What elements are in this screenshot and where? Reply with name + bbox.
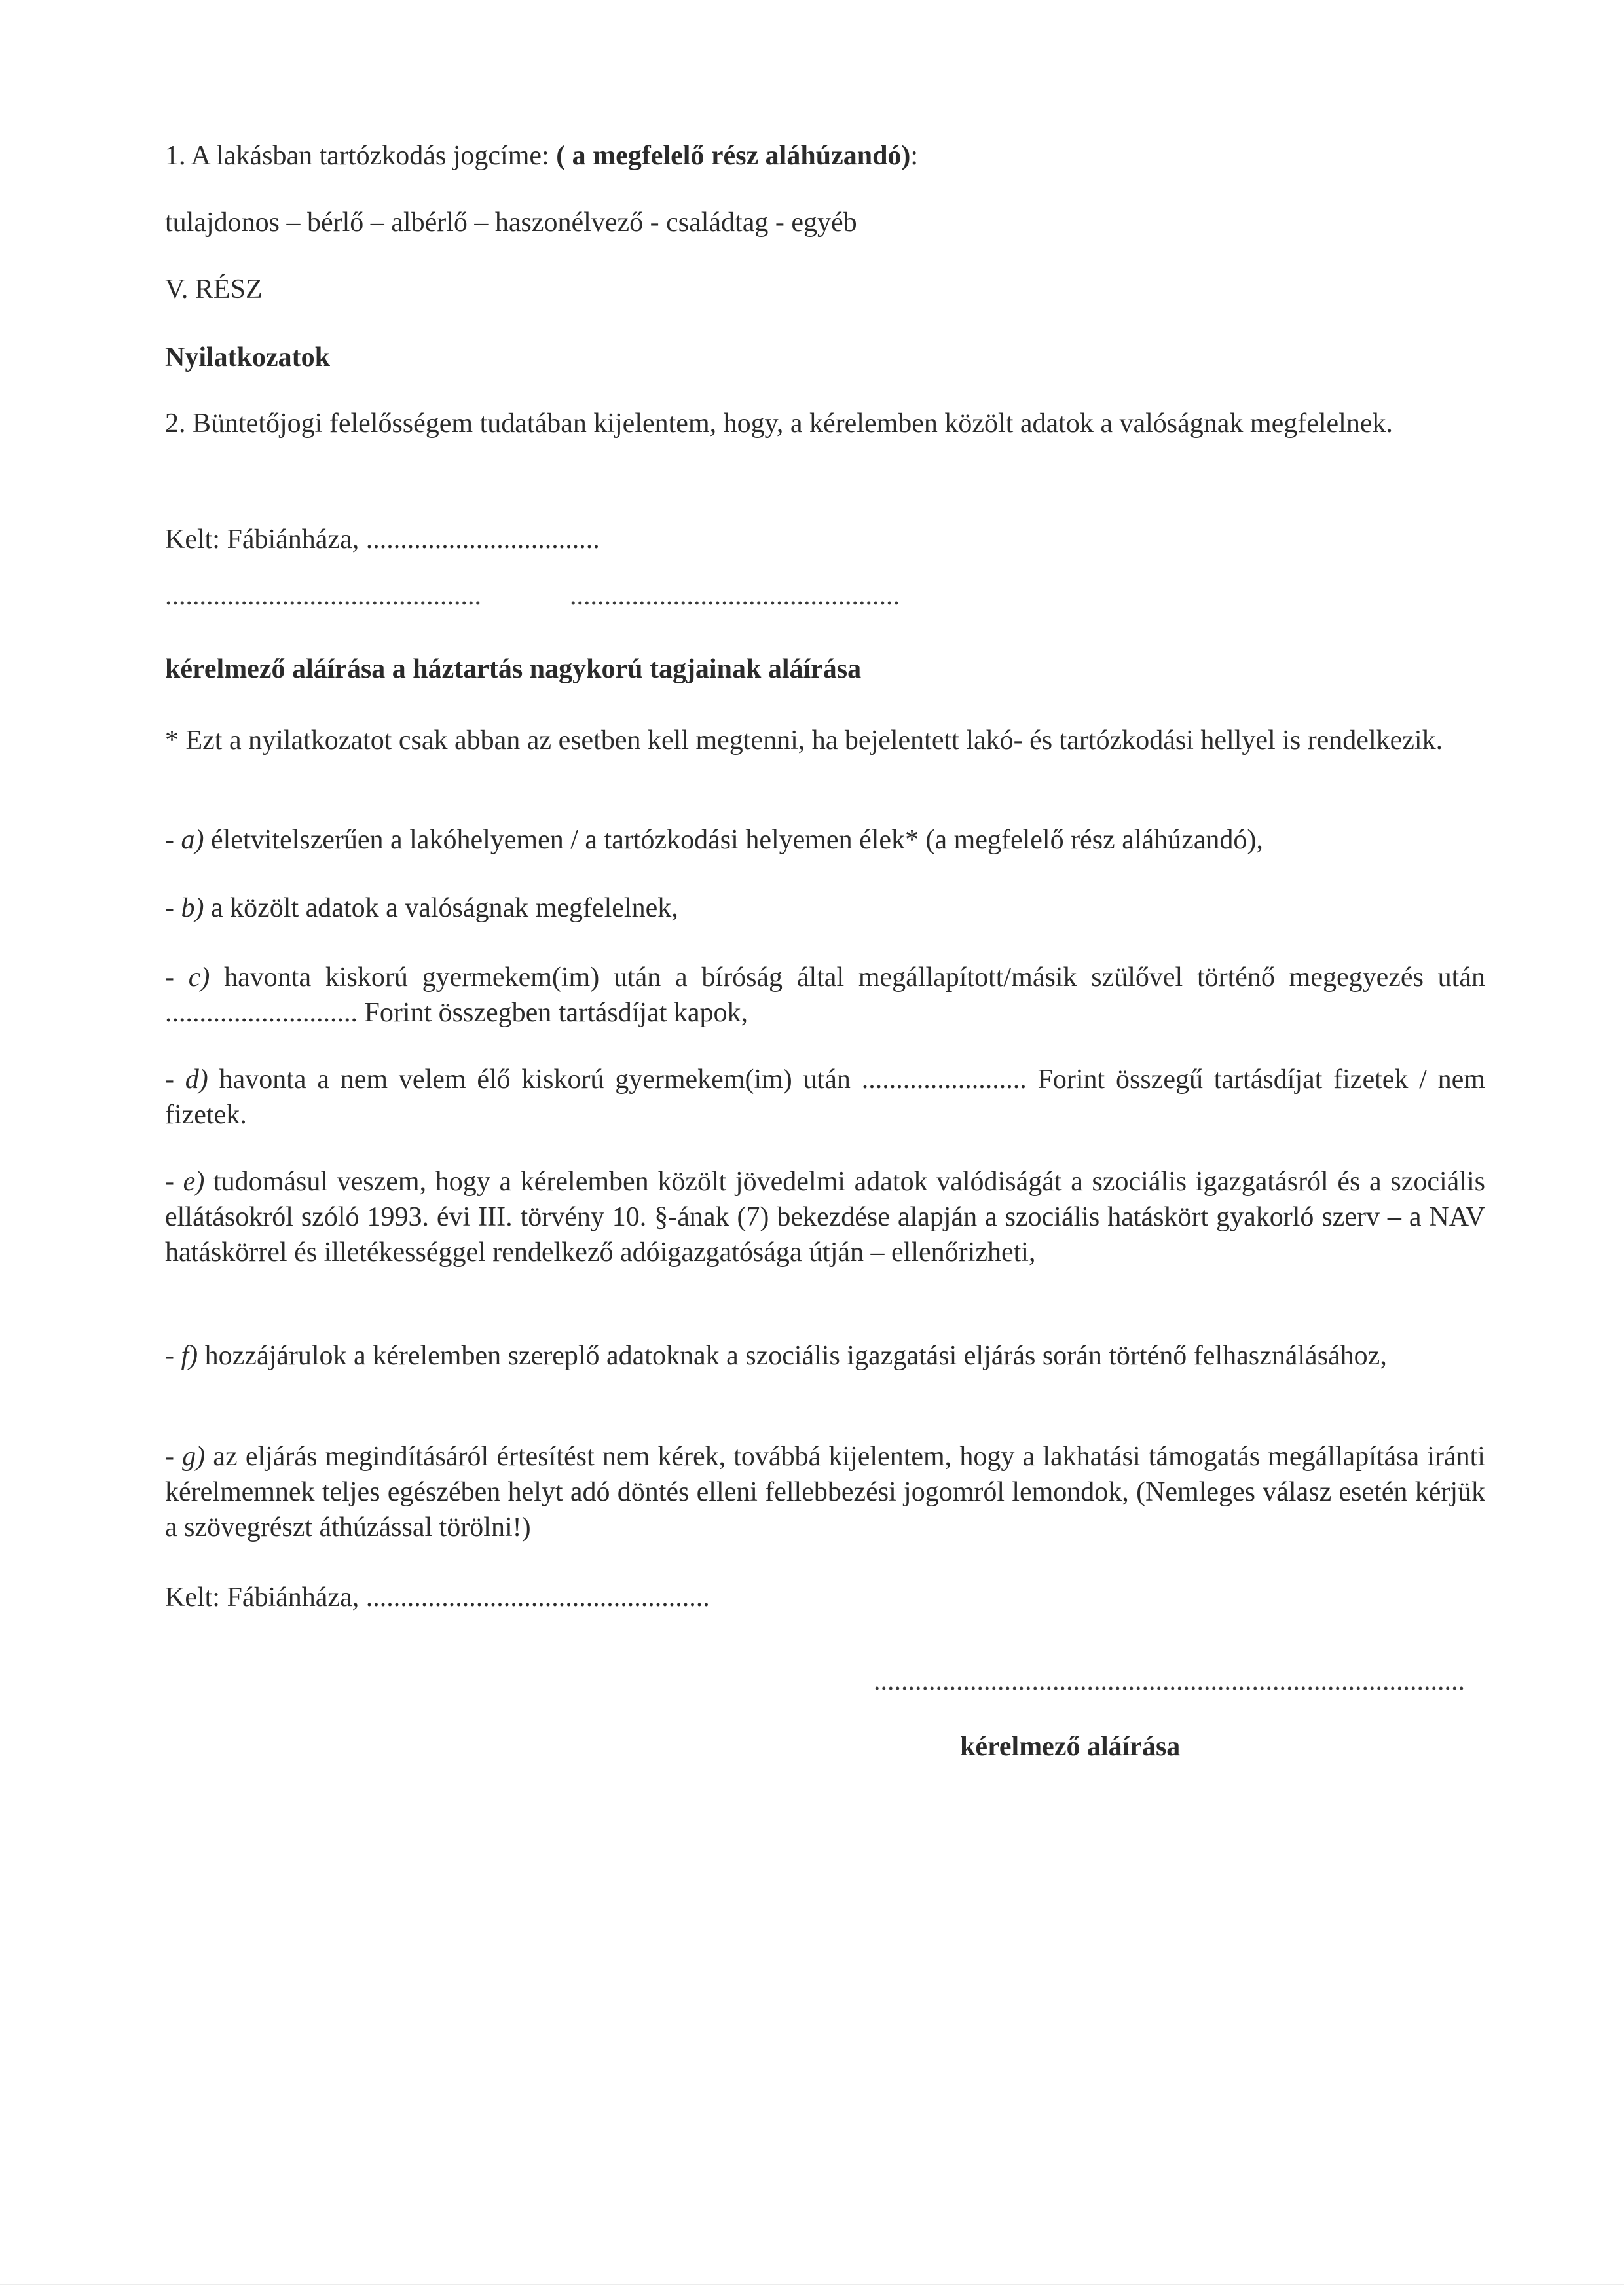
kelt-label-1: Kelt: Fábiánháza, <box>165 524 360 555</box>
item-1-bold: ( a megfelelő rész aláhúzandó) <box>556 141 911 171</box>
signature-labels: kérelmező aláírása a háztartás nagykorú tagjainak aláírása <box>165 654 862 684</box>
item-letter: f) <box>181 1341 198 1371</box>
household-members-signature-line[interactable]: ................................................ <box>570 583 900 609</box>
final-applicant-signature-line[interactable]: ...................................................................................... <box>874 1668 1465 1694</box>
item-e: - e) tudomásul veszem, hogy a kérelemben közölt jövedelmi adatok valódiságát a szociális igazgatásról és a szociális ellátásokról szóló 1993. évi III. törvény 10. §-ának (7) bekezdése alapján a szociális hatáskört gyakorló szerv – a NAV hatáskörrel és illetékességgel rendelkező adóigazgatósága útján – ellenőrizheti, <box>165 1167 1485 1267</box>
item-g: - g) az eljárás megindításáról értesítést nem kérek, továbbá kijelentem, hogy a lakhatási támogatás megállapítása iránti kérelmemnek teljes egészében helyt adó döntés elleni fellebbezési jogomról lemondok, (Nemleges válasz esetén kérjük a szövegrészt áthúzással törölni!) <box>165 1442 1485 1542</box>
legal-title-options: tulajdonos – bérlő – albérlő – haszonélvező - családtag - egyéb <box>165 208 857 238</box>
item-1-suffix: : <box>910 141 919 171</box>
item-c: - c) havonta kiskorú gyermekem(im) után a bíróság által megállapított/másik szülővel történő megegyezés után ............................ Forint összegben tartásdíjat kapok, <box>165 962 1485 1028</box>
kelt-label-2: Kelt: Fábiánháza, <box>165 1582 360 1613</box>
item-letter: c) <box>188 962 210 993</box>
item-d: - d) havonta a nem velem élő kiskorú gyermekem(im) után ........................ Forint összegű tartásdíjat fizetek / nem fizetek. <box>165 1065 1485 1130</box>
final-signature-label: kérelmező aláírása <box>960 1732 1181 1762</box>
item-b: - b) a közölt adatok a valóságnak megfelelnek, <box>165 893 678 923</box>
item-a: - a) életvitelszerűen a lakóhelyemen / a tartózkodási helyemen élek* (a megfelelő rész aláhúzandó), <box>165 825 1263 855</box>
item-letter: e) <box>183 1167 205 1197</box>
kelt-line-1 <box>165 521 600 558</box>
item-letter: d) <box>185 1065 208 1095</box>
item-letter: b) <box>181 893 204 923</box>
item-f: - f) hozzájárulok a kérelemben szereplő adatoknak a szociális igazgatási eljárás során történő felhasználásához, <box>165 1341 1387 1371</box>
note-text: * Ezt a nyilatkozatot csak abban az esetben kell megtenni, ha bejelentett lakó- és tartózkodási hellyel is rendelkezik. <box>165 725 1443 756</box>
kelt-date-dots-1[interactable]: .................................. <box>365 524 600 555</box>
applicant-signature-line[interactable]: .............................................. <box>165 583 481 609</box>
part-heading: V. RÉSZ <box>165 274 263 304</box>
item-1-heading <box>165 137 918 174</box>
item-letter: a) <box>181 825 204 855</box>
kelt-date-dots-2[interactable]: .................................................. <box>365 1582 710 1613</box>
item-letter: g) <box>182 1442 206 1472</box>
item-1-prefix: 1. A lakásban tartózkodás jogcíme: <box>165 141 557 171</box>
kelt-line-2 <box>165 1579 710 1616</box>
section-title: Nyilatkozatok <box>165 342 330 373</box>
declaration-text: 2. Büntetőjogi felelősségem tudatában kijelentem, hogy, a kérelemben közölt adatok a valóságnak megfelelnek. <box>165 409 1393 439</box>
scan-edge <box>0 2284 1624 2285</box>
